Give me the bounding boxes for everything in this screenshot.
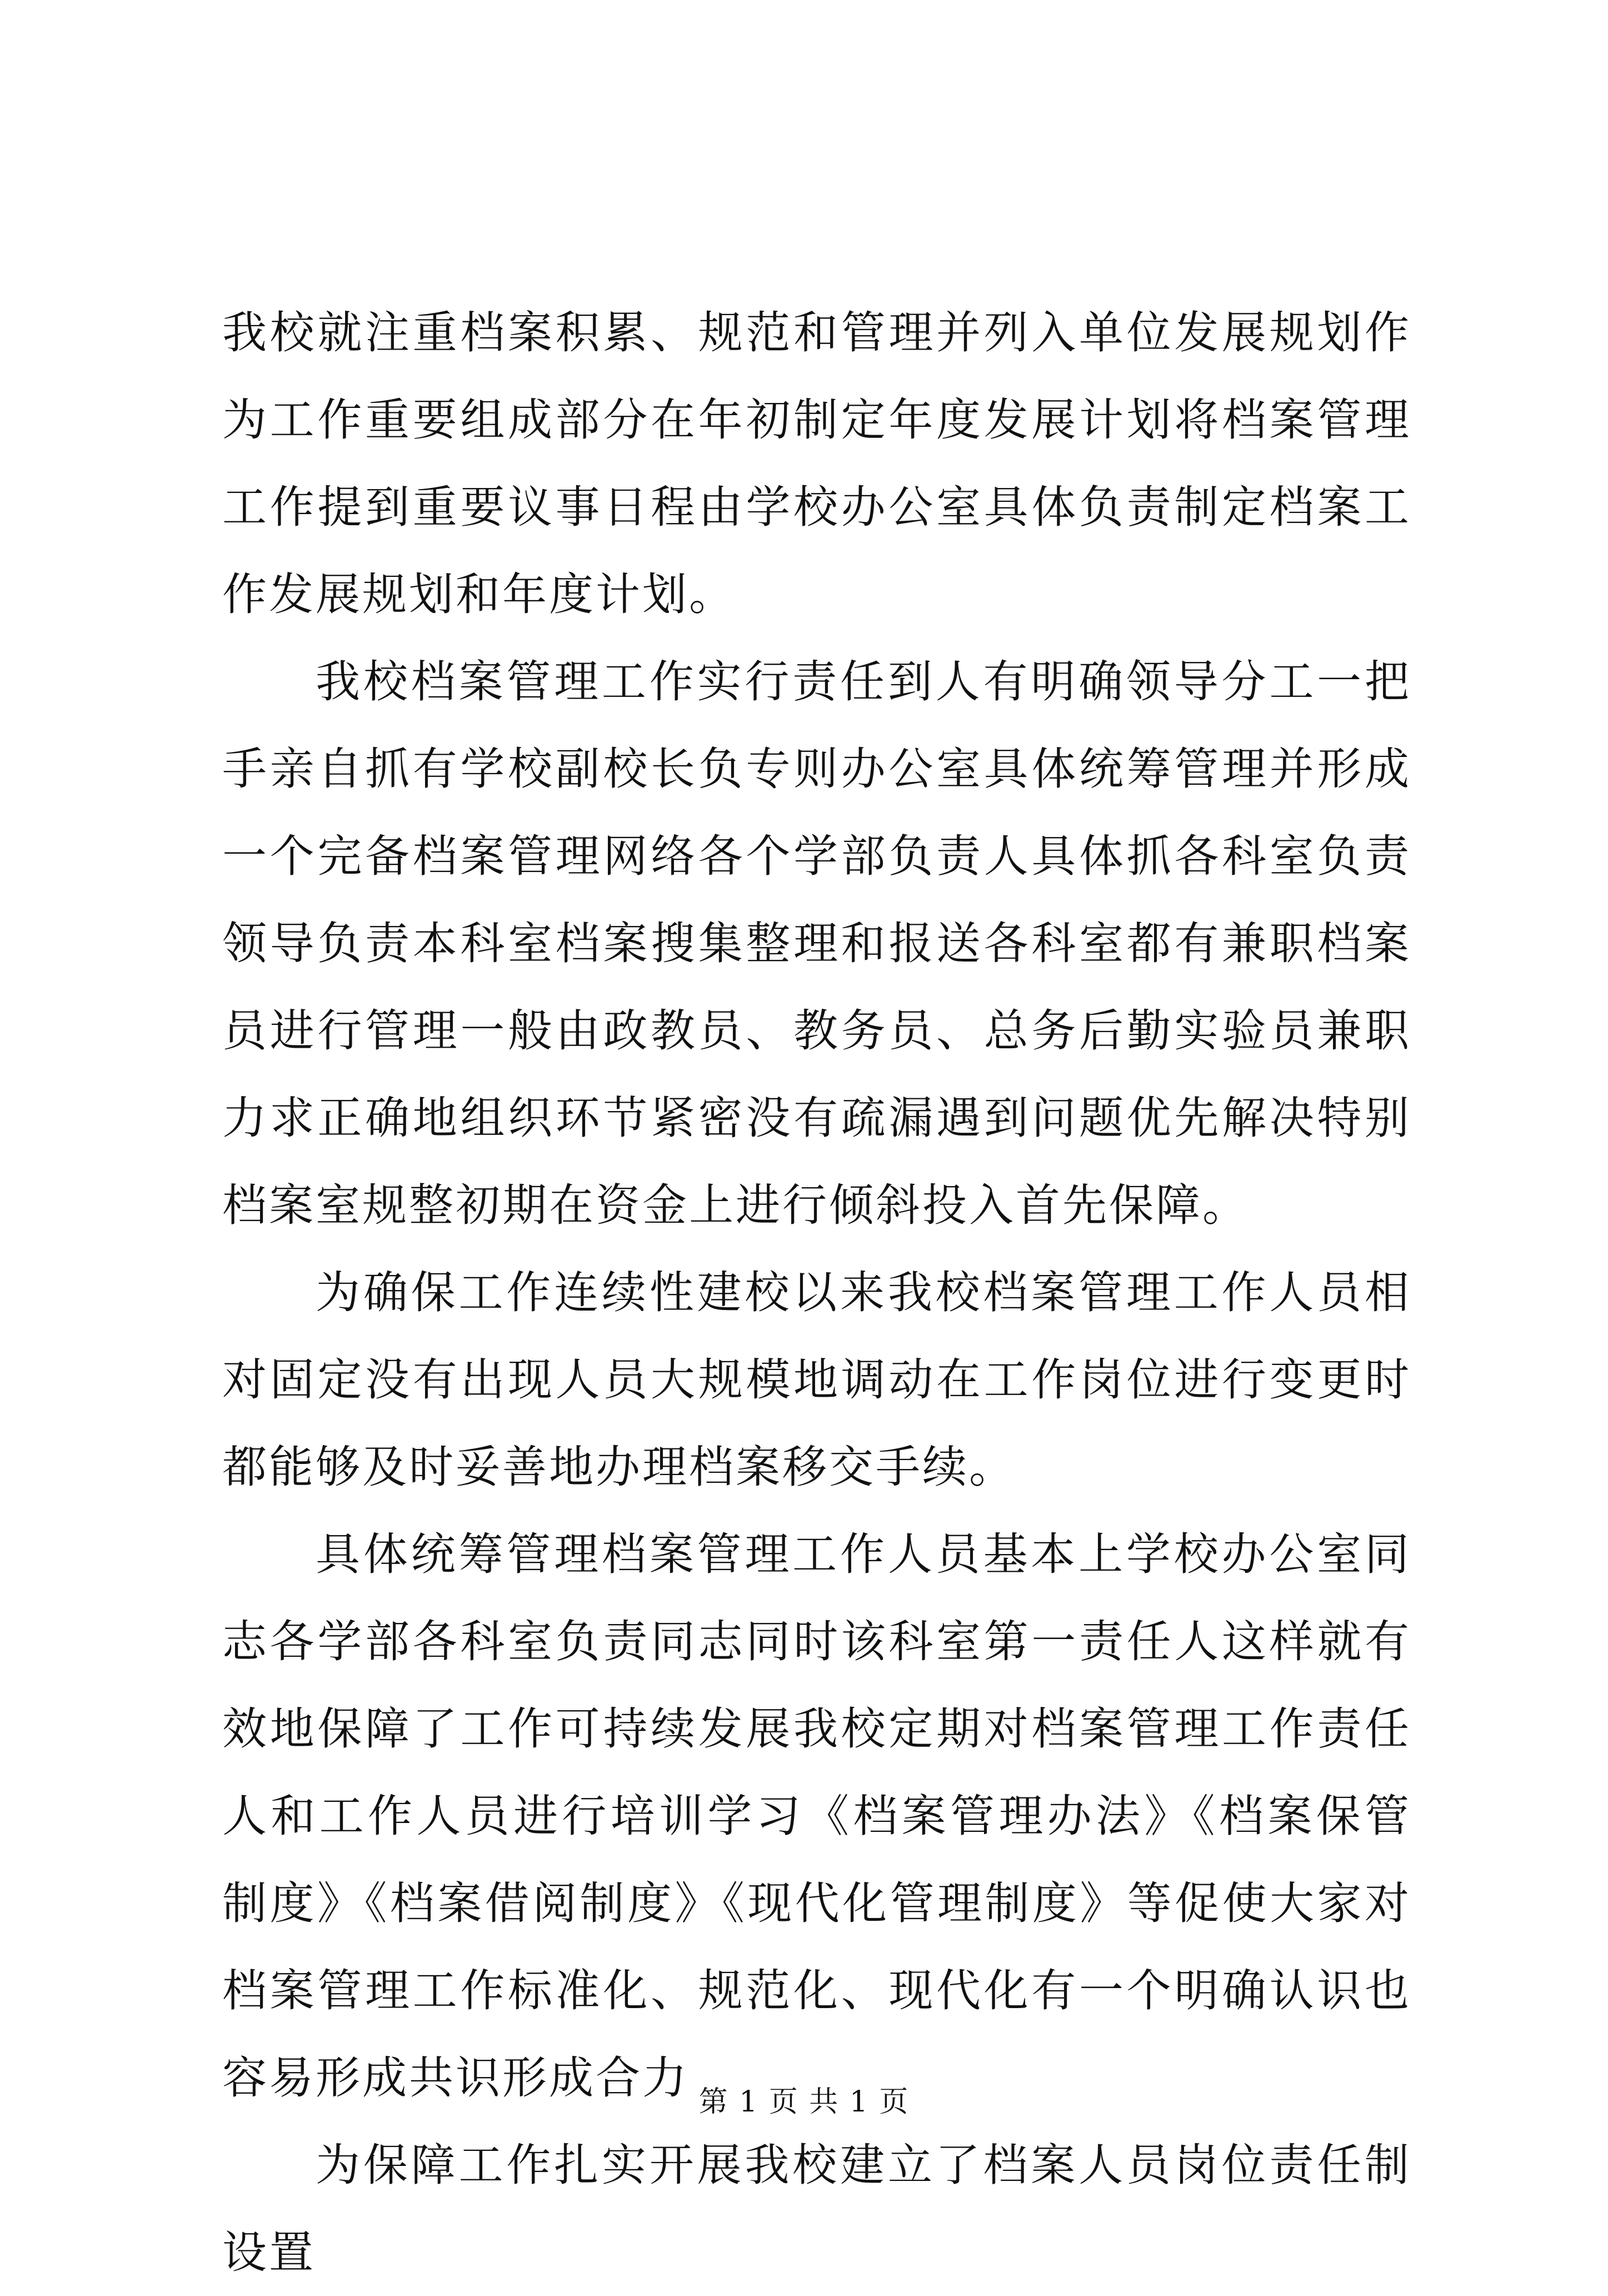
- paragraph-4: 具体统筹管理档案管理工作人员基本上学校办公室同志各学部各科室负责同志同时该科室第一责任人这样就有效地保障了工作可持续发展我校定期对档案管理工作责任人和工作人员进行培训学习《档案管理办法》《档案保管制度》《档案借阅制度》《现代化管理制度》等促使大家对档案管理工作标准化、规范化、现代化有一个明确认识也容易形成共识形成合力: [222, 1528, 1411, 2104]
- page-footer: 第 1 页 共 1 页: [698, 2085, 910, 2119]
- paragraph-2: 我校档案管理工作实行责任到人有明确领导分工一把手亲自抓有学校副校长负专则办公室具体统筹管理并形成一个完备档案管理网络各个学部负责人具体抓各科室负责领导负责本科室档案搜集整理和报送各科室都有兼职档案员进行管理一般由政教员、教务员、总务后勤实验员兼职力求正确地组织环节紧密没有疏漏遇到问题优先解决特别档案室规整初期在资金上进行倾斜投入首先保障。: [222, 656, 1411, 1231]
- paragraph-1: 我校就注重档案积累、规范和管理并列入单位发展规划作为工作重要组成部分在年初制定年度发展计划将档案管理工作提到重要议事日程由学校办公室具体负责制定档案工作发展规划和年度计划。: [222, 307, 1411, 620]
- paragraph-3: 为确保工作连续性建校以来我校档案管理工作人员相对固定没有出现人员大规模地调动在工作岗位进行变更时都能够及时妥善地办理档案移交手续。: [222, 1267, 1411, 1493]
- paragraph-5: 为保障工作扎实开展我校建立了档案人员岗位责任制设置: [222, 2139, 1411, 2278]
- document-body: [222, 289, 1411, 2296]
